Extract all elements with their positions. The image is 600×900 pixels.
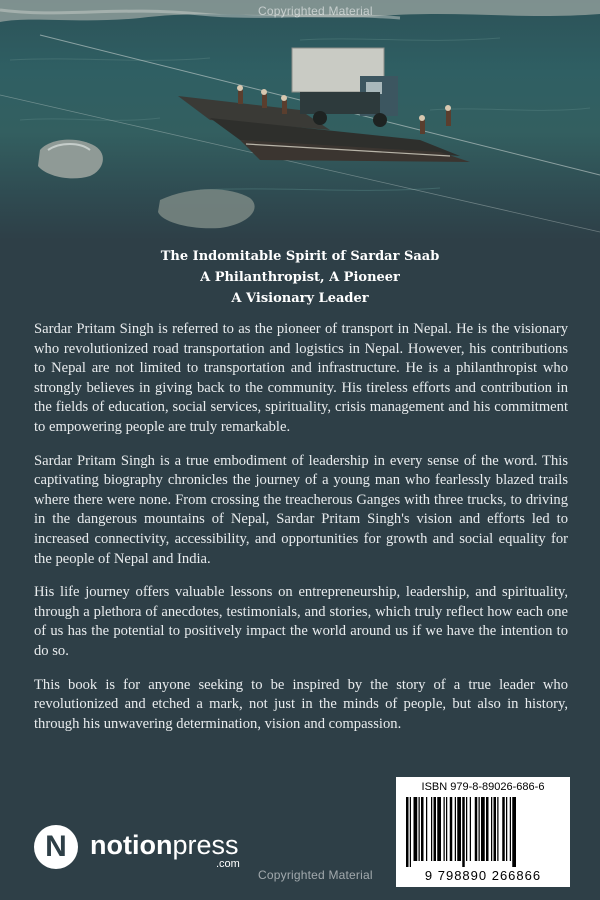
publisher-logo bbox=[34, 825, 294, 871]
watermark-top: Copyrighted Material bbox=[258, 4, 373, 18]
description-paragraph-2: Sardar Pritam Singh is a true embodiment of leadership in every sense of the word. This captivating biography chronicles the journey of a young man who fearlessly blazed trails where there were none. From crossing the treacherous Ganges with three trucks, to driving in the dangerous mountains of Nepal, Sardar Pritam Singh's vision and efforts led to increased connectivity, accessibility, and opportunities for growth and social equality for the people of Nepal and India. bbox=[34, 452, 568, 567]
publisher-name-bold: notion bbox=[90, 830, 173, 860]
cover-photo-ferry-trucks bbox=[0, 0, 600, 240]
description-paragraph-4: This book is for anyone seeking to be inspired by the story of a true leader who revolutionized and etched a mark, not just in the minds of people, but also in history, through his unwavering determination, vision and compassion. bbox=[34, 676, 568, 732]
barcode-bars-icon bbox=[404, 797, 562, 867]
tagline-line-2: A Philanthropist, A Pioneer bbox=[200, 270, 400, 285]
description-paragraph-3: His life journey offers valuable lessons on entrepreneurship, leadership, and spirituality, through a plethora of anecdotes, testimonials, and stories, which truly reflect how each one of us has the potential to positively impact the world around us if we have the intention to do so. bbox=[34, 584, 568, 659]
book-description bbox=[34, 320, 568, 748]
tagline-line-1: The Indomitable Spirit of Sardar Saab bbox=[160, 249, 440, 264]
tagline-line-3: A Visionary Leader bbox=[231, 291, 369, 306]
tagline-heading bbox=[0, 246, 600, 309]
barcode-digits: 9 798890 266866 bbox=[424, 868, 542, 883]
watermark-bottom: Copyrighted Material bbox=[258, 868, 373, 882]
publisher-name bbox=[90, 830, 239, 860]
publisher-name-regular: press bbox=[172, 830, 239, 860]
publisher-logo-letter: N bbox=[45, 830, 67, 863]
description-paragraph-1: Sardar Pritam Singh is referred to as the pioneer of transport in Nepal. He is the visionary who revolutionized road transportation and logistics in Nepal. However, his contributions to Nepal are not limited to transportation and infrastructure. He is a philanthropist who strongly believes in giving back to the community. His tireless efforts and contribution in the fields of education, social services, spirituality, crisis management and his commitment to empowering people are truly remarkable. bbox=[34, 321, 568, 435]
isbn-barcode bbox=[396, 777, 570, 887]
publisher-domain-suffix: .com bbox=[216, 858, 240, 870]
river-scene-illustration bbox=[0, 0, 600, 240]
isbn-label: ISBN 979-8-89026-686-6 bbox=[421, 781, 545, 793]
